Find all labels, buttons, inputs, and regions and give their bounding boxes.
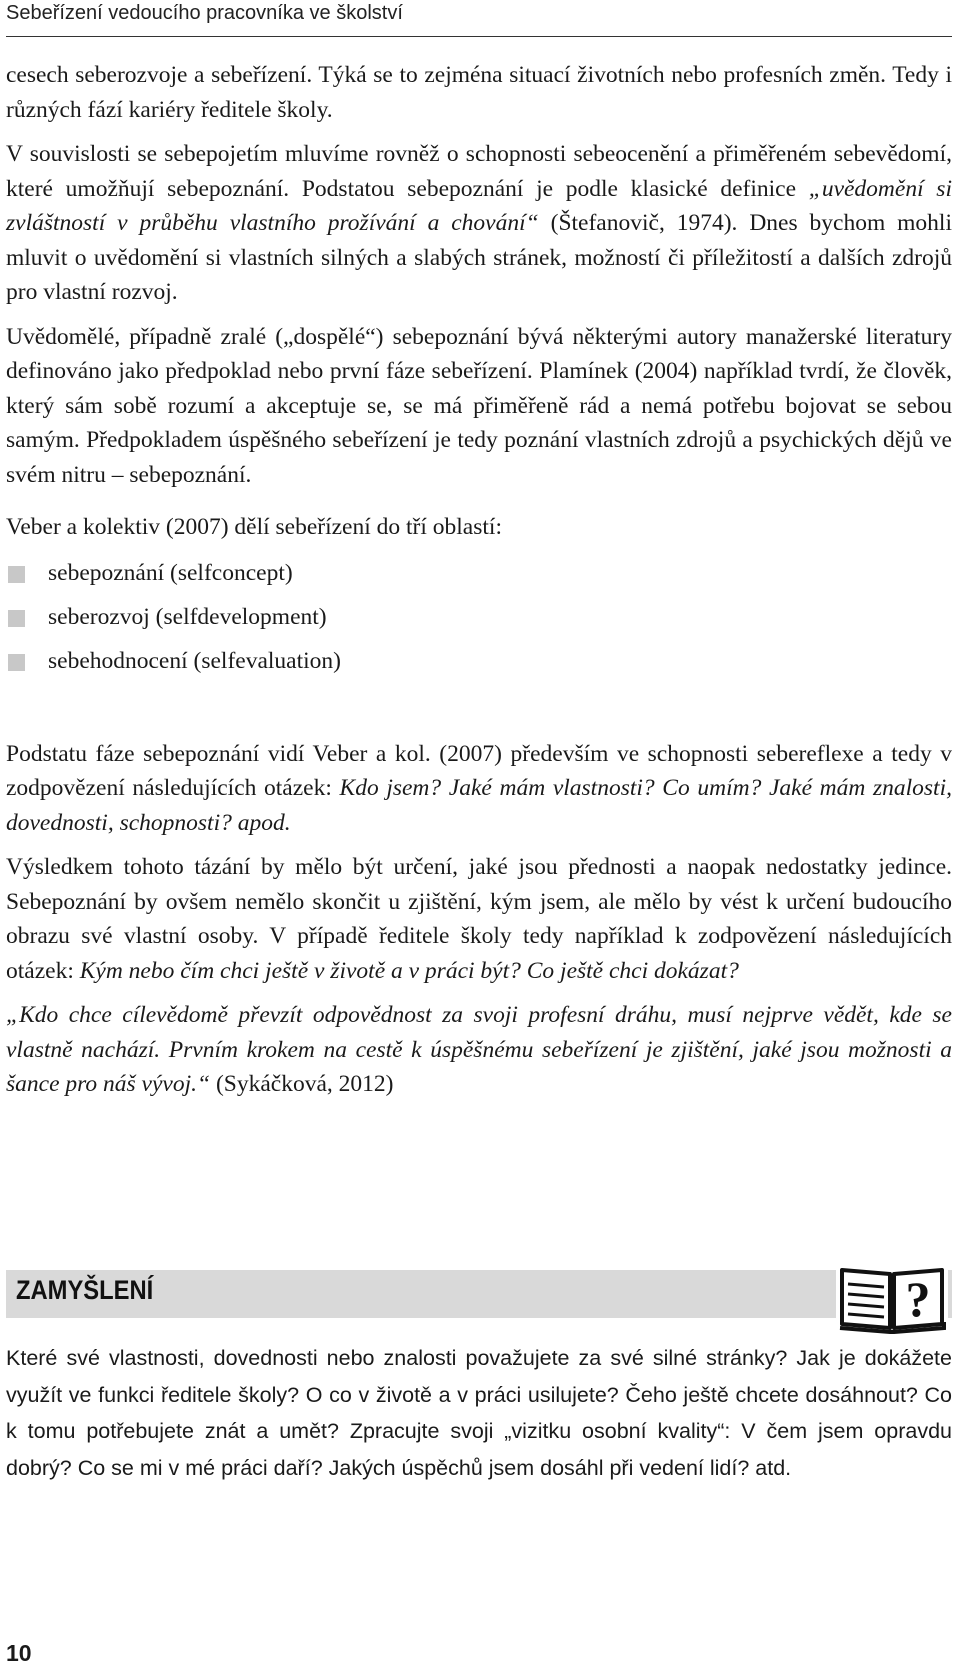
list-item	[6, 595, 952, 639]
paragraph	[6, 137, 952, 310]
paragraph	[6, 850, 952, 988]
paragraph	[6, 58, 952, 127]
paragraph	[6, 320, 952, 493]
paragraph	[6, 998, 952, 1102]
list-lead	[6, 510, 952, 545]
header-rule	[6, 36, 952, 37]
page-number: 10	[6, 1640, 32, 1666]
paragraph-text: (Štefanovič, 1974). Dnes bychom mohli mluvit o uvědomění si vlastních silných a slabých stránek, možností či příležitostí a dalších zdrojů pro vlastní rozvoj.	[6, 210, 952, 305]
main-text	[6, 58, 952, 1112]
question-mark-glyph: ?	[905, 1271, 931, 1327]
questions-italic: Kým nebo čím chci ještě v životě a v práci být? Co ještě chci dokázat?	[79, 957, 739, 984]
citation-source: (Sykáčková, 2012)	[210, 1071, 394, 1097]
reflection-text	[6, 1340, 952, 1486]
questions-italic: Kdo jsem? Jaké mám vlastnosti? Co umím? Jaké mám znalosti, dovednosti, schopnosti? apod.	[6, 775, 952, 836]
book-question-icon	[836, 1254, 948, 1334]
list-item	[6, 639, 952, 683]
paragraph-text: Podstatu fáze sebepoznání vidí Veber a kol. (2007) především ve schopnosti sebereflexe a tedy v zodpovězení následujících otázek:	[6, 740, 952, 801]
section-title: ZAMYŠLENÍ	[16, 1275, 154, 1305]
square-bullet-icon	[8, 566, 25, 583]
reflection-questions: Které své vlastnosti, dovednosti nebo znalosti považujete za své silné stránky? Jak je dokážete využít ve funkci ředitele školy? O co v životě a v práci usilujete? Čeho ještě chcete dosáhnout? Co k tomu potřebujete znát a umět? Zpracujte svoji „vizitku osobní kvality“: V čem jsem opravdu dobrý? Co se mi v mé práci daří? Jakých úspěchů jsem dosáhl při vedení lidí? atd.	[6, 1346, 952, 1480]
list-item-text: sebehodnocení (selfevaluation)	[48, 647, 341, 674]
paragraph-text: Uvědomělé, případně zralé („dospělé“) sebepoznání bývá některými autory manažerské literatury definováno jako předpoklad nebo první fáze sebeřízení. Plamínek (2004) například tvrdí, že člověk, který sám sobě rozumí a akceptuje se, se má přiměřeně rád a nemá potřebu bojovat se sebou samým. Předpokladem úspěšného sebeřízení je tedy poznání vlastních zdrojů a psychických dějů ve svém nitru – sebepoznání.	[6, 323, 952, 488]
square-bullet-icon	[8, 610, 25, 627]
list-item-text: seberozvoj (selfdevelopment)	[48, 603, 327, 630]
definition-quote: „uvědomění si zvláštností v průběhu vlastního prožívání a chování“	[6, 175, 952, 236]
paragraph-text: Veber a kolektiv (2007) dělí sebeřízení do tří oblastí:	[6, 514, 502, 540]
list-item	[6, 551, 952, 595]
paragraph-text: Výsledkem tohoto tázání by mělo být určení, jaké jsou přednosti a naopak nedostatky jedince. Sebepoznání by ovšem nemělo skončit u zjištění, kým jsem, ale mělo by vést k určení budoucího obrazu své vlastní osoby. V případě ředitele školy tedy například k zodpovězení následujících otázek:	[6, 854, 952, 984]
paragraph-text: cesech seberozvoje a sebeřízení. Týká se to zejména situací životních nebo profesních změn. Tedy i různých fází kariéry ředitele školy.	[6, 62, 952, 123]
square-bullet-icon	[8, 654, 25, 671]
list-item-text: sebepoznání (selfconcept)	[48, 559, 293, 586]
running-head: Sebeřízení vedoucího pracovníka ve školství	[6, 2, 403, 24]
paragraph-text: V souvislosti se sebepojetím mluvíme rovněž o schopnosti sebeocenění a přiměřeném sebevědomí, které umožňují sebepoznání. Podstatou sebepoznání je podle klasické definice	[6, 141, 952, 202]
citation-quote: „Kdo chce cílevědomě převzít odpovědnost za svoji profesní dráhu, musí nejprve vědět, kde se vlastně nachází. Prvním krokem na cestě k úspěšnému sebeřízení je zjištění, jaké jsou možnosti a šance pro náš vývoj.“	[6, 1002, 952, 1097]
paragraph	[6, 737, 952, 841]
areas-list	[6, 551, 952, 683]
